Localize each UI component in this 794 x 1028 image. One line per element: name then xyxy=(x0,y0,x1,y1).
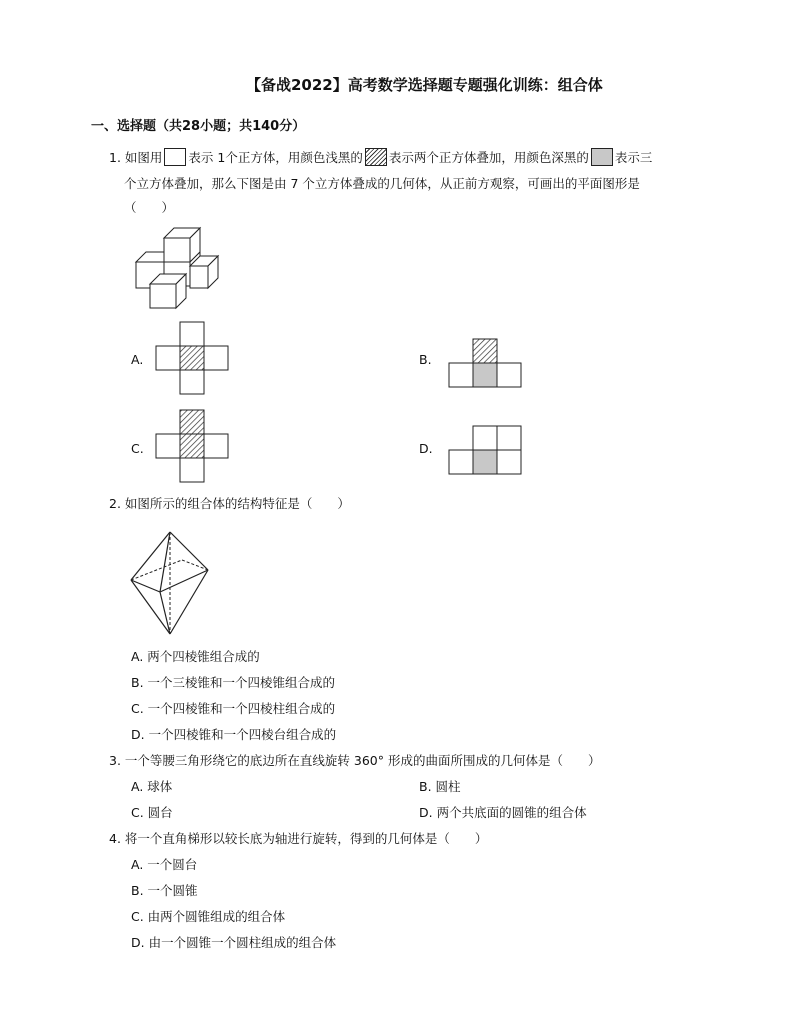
q1-option-b-label[interactable]: B. xyxy=(419,352,432,367)
q3-option-b[interactable]: B. 圆柱 xyxy=(419,779,461,794)
three-cubes-symbol xyxy=(591,148,613,166)
q1-text-part-2: 表示 1个正方体，用颜色浅黑的 xyxy=(188,150,363,165)
q2-option-d[interactable]: D. 一个四棱锥和一个四棱台组合成的 xyxy=(131,727,337,742)
q3-option-a[interactable]: A. 球体 xyxy=(131,779,173,794)
q1-text-part-3: 表示两个正方体叠加，用颜色深黑的 xyxy=(388,150,589,165)
q1-text-part-1: 1. 如图用 xyxy=(109,150,163,165)
q4-option-d[interactable]: D. 由一个圆锥一个圆柱组成的组合体 xyxy=(131,935,337,950)
q4-option-a[interactable]: A. 一个圆台 xyxy=(131,857,198,872)
q3-option-c[interactable]: C. 圆台 xyxy=(131,805,173,820)
q1-option-b-figure xyxy=(447,337,523,389)
q3-option-d[interactable]: D. 两个共底面的圆锥的组合体 xyxy=(419,805,587,820)
question-1-line-1 xyxy=(109,146,652,170)
question-3-stem: 3. 一个等腰三角形绕它的底边所在直线旋转 360° 形成的曲面所围成的几何体是（ ） xyxy=(109,753,601,768)
q1-option-d-label[interactable]: D. xyxy=(419,441,433,456)
section-heading: 一、选择题（共28小题；共140分） xyxy=(91,119,306,134)
q4-option-b[interactable]: B. 一个圆锥 xyxy=(131,883,198,898)
page-title: 【备战2022】高考数学选择题专题强化训练：组合体 xyxy=(246,76,603,94)
question-1-line-3: （ ） xyxy=(124,200,175,215)
q1-option-c-label[interactable]: C. xyxy=(131,441,144,456)
single-cube-symbol xyxy=(164,148,186,166)
octahedron-figure xyxy=(128,530,212,636)
q2-option-c[interactable]: C. 一个四棱锥和一个四棱柱组合成的 xyxy=(131,701,336,716)
q1-option-d-figure xyxy=(447,424,523,476)
q4-option-c[interactable]: C. 由两个圆锥组成的组合体 xyxy=(131,909,286,924)
question-1-line-2: 个立方体叠加，那么下图是由 7 个立方体叠成的几何体，从正前方观察，可画出的平面图形是 xyxy=(124,176,640,191)
q2-option-a[interactable]: A. 两个四棱锥组合成的 xyxy=(131,649,260,664)
q1-option-a-figure xyxy=(154,321,230,397)
q1-option-c-figure xyxy=(154,409,230,485)
question-2-stem: 2. 如图所示的组合体的结构特征是（ ） xyxy=(109,496,350,511)
q2-option-b[interactable]: B. 一个三棱锥和一个四棱锥组合成的 xyxy=(131,675,336,690)
q1-text-part-4: 表示三 xyxy=(614,150,653,165)
question-4-stem: 4. 将一个直角梯形以较长底为轴进行旋转，得到的几何体是（ ） xyxy=(109,831,488,846)
cube-stack-figure xyxy=(120,222,230,312)
two-cubes-symbol xyxy=(365,148,387,166)
q1-option-a-label[interactable]: A. xyxy=(131,352,144,367)
